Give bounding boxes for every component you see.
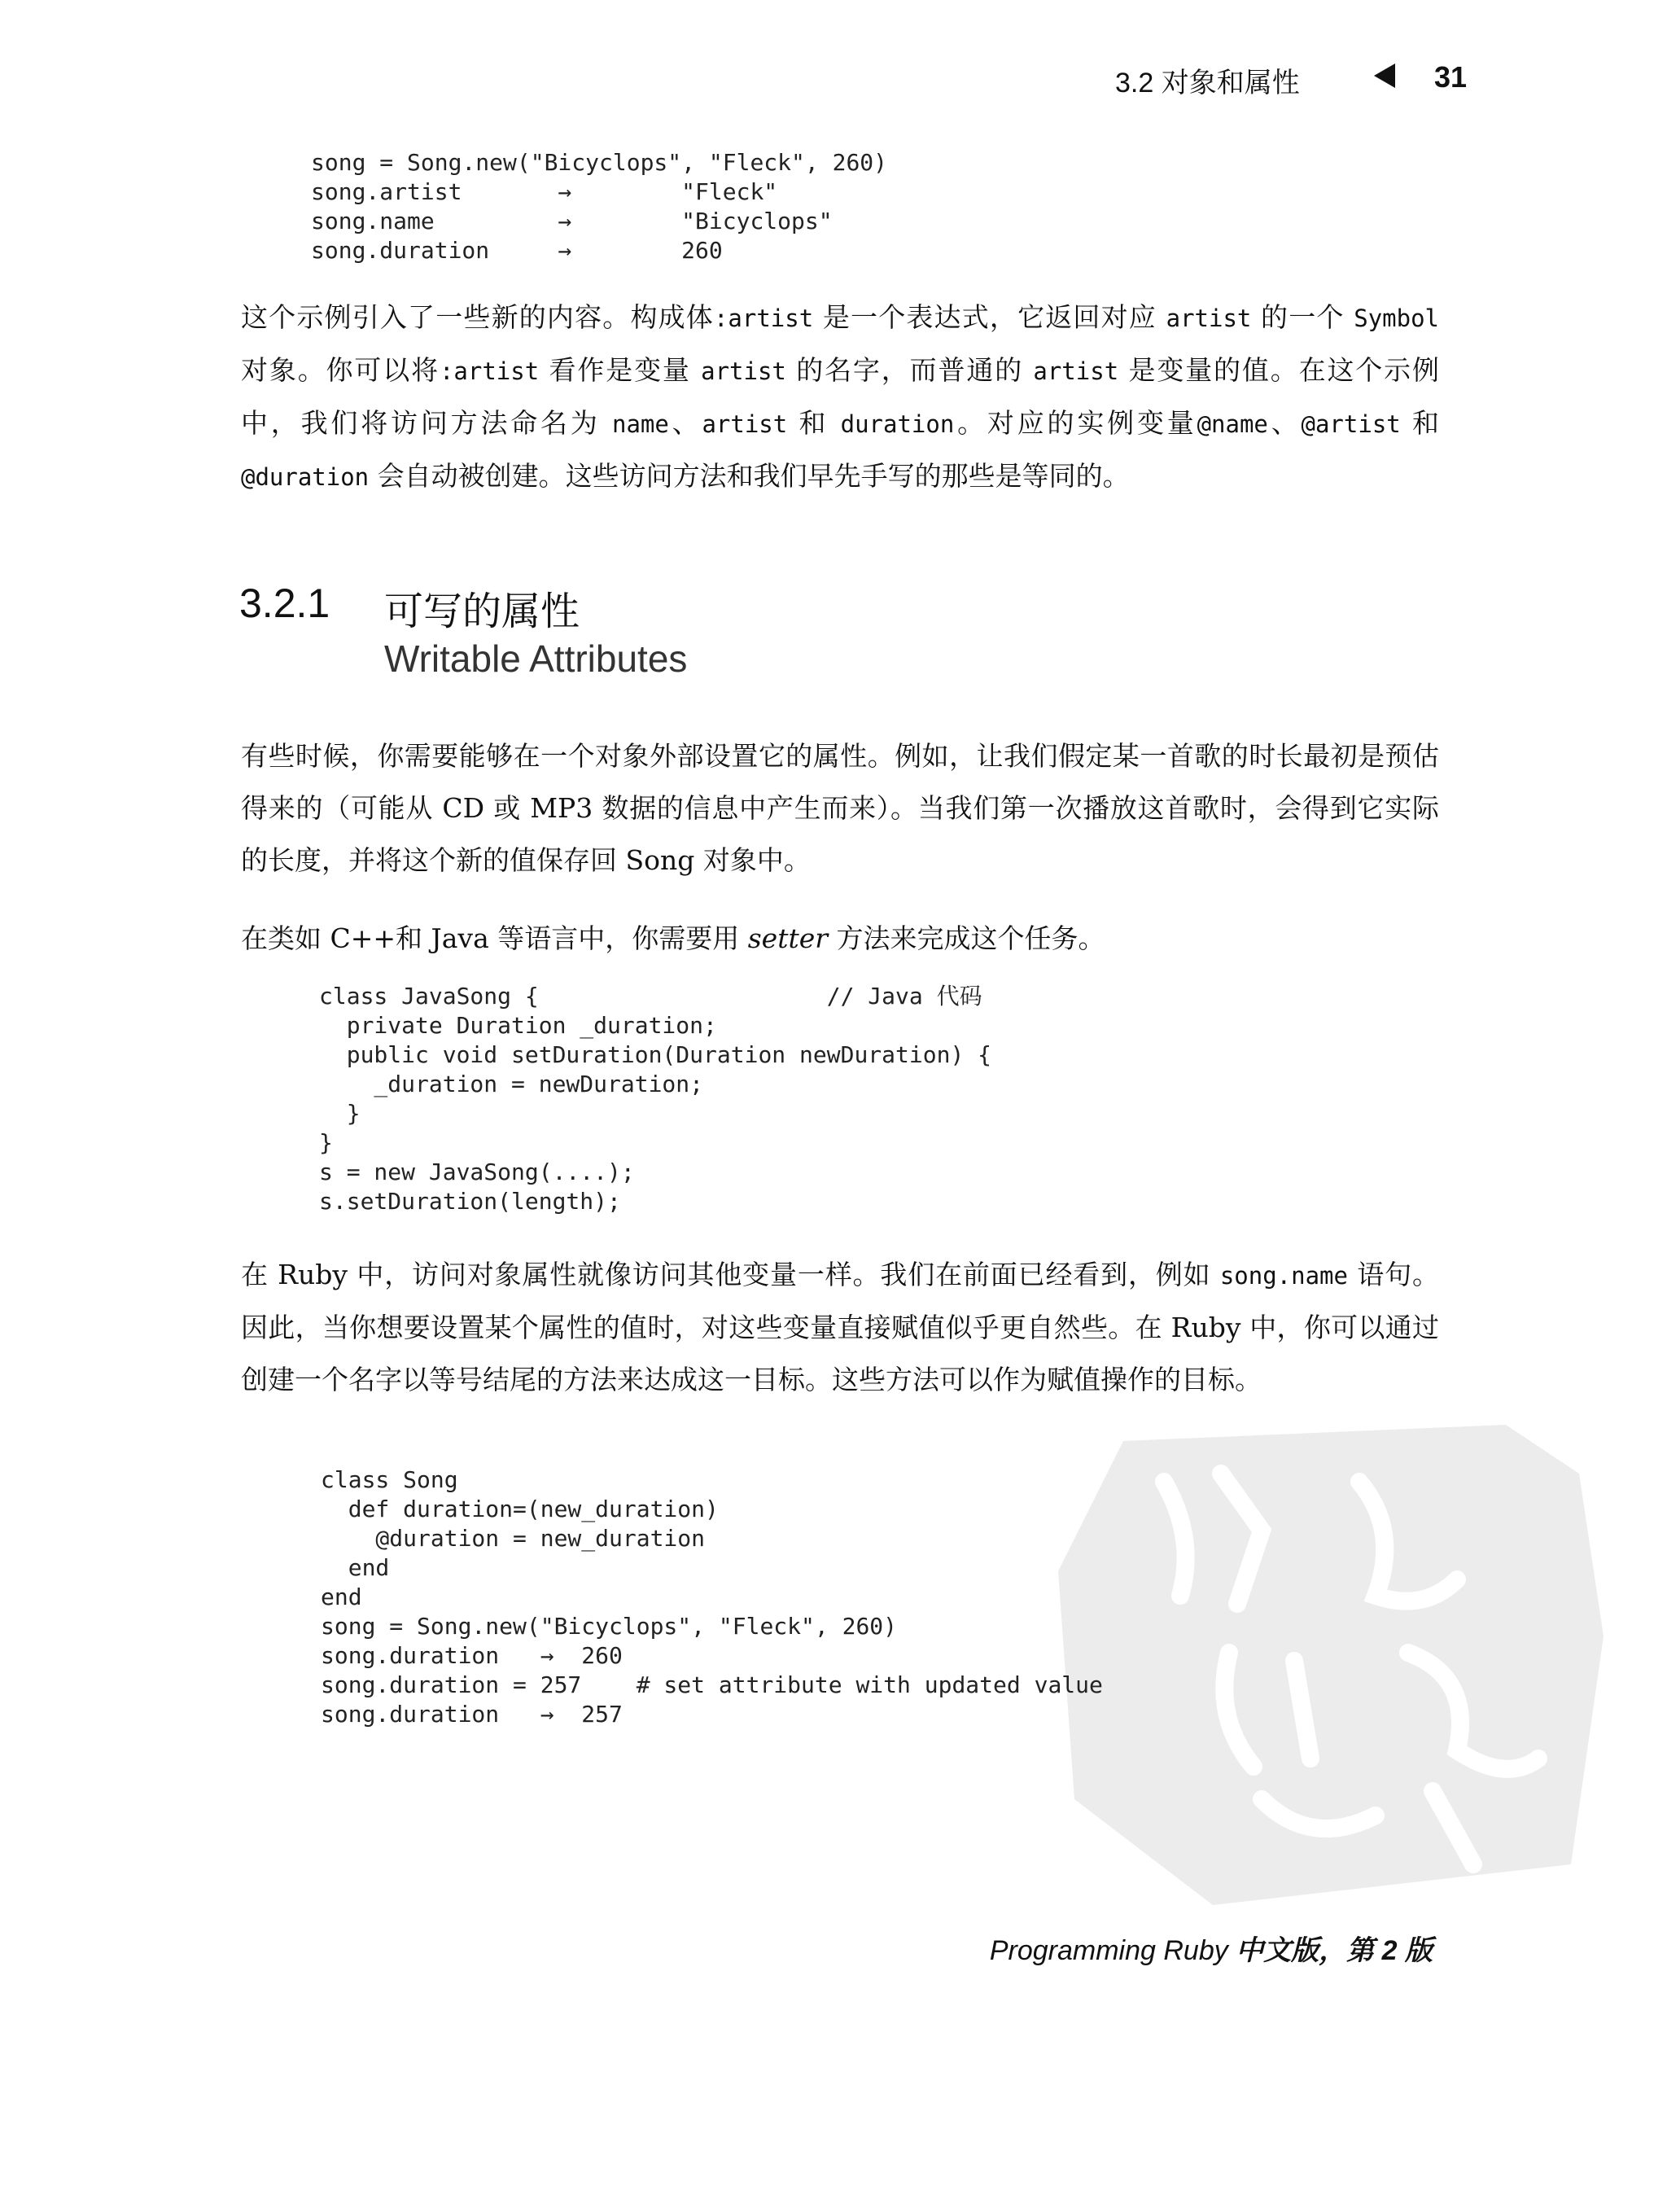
- section-title-en: Writable Attributes: [384, 637, 688, 680]
- paragraph-setter: 在类如 C++和 Java 等语言中，你需要用 setter 方法来完成这个任务。: [241, 922, 1105, 954]
- section-title-zh: 可写的属性: [384, 589, 580, 634]
- section-heading: [239, 580, 1053, 694]
- footer-book-title: Programming Ruby: [989, 1935, 1236, 1966]
- watermark-seal: [1050, 1408, 1604, 1913]
- page-number: 31: [1434, 60, 1468, 94]
- page-footer: [895, 1928, 1433, 1968]
- section-title: 3.2 对象和属性: [1115, 68, 1300, 99]
- section-number: 3.2.1: [239, 580, 330, 626]
- paragraph-ruby-assignment: 在 Ruby 中，访问对象属性就像访问其他变量一样。我们在前面已经看到，例如 song.name 语句。因此，当你想要设置某个属性的值时，对这些变量直接赋值似乎更自然些。在 Ruby 中，你可以通过创建一个名字以等号结尾的方法来达成这一目标。这些方法可以作为赋值操作的目标。: [241, 1259, 1439, 1395]
- triangle-left-icon: [1374, 64, 1395, 88]
- footer-edition: 中文版，第 2 版: [1236, 1935, 1433, 1966]
- paragraph-writable-intro: 有些时候，你需要能够在一个对象外部设置它的属性。例如，让我们假定某一首歌的时长最初是预估得来的（可能从 CD 或 MP3 数据的信息中产生而来）。当我们第一次播放这首歌时，会得到它实际的长度，并将这个新的值保存回 Song 对象中。: [241, 740, 1439, 876]
- running-head: [1115, 59, 1490, 99]
- code-block-song-accessors: song = Song.new("Bicyclops", "Fleck", 260) song.artist → "Fleck" song.name → "Bicyclops" song.duration → 260: [311, 149, 888, 264]
- code-block-ruby-setter: class Song def duration=(new_duration) @duration = new_duration end end song = Song.new("Bicyclops", "Fleck", 260) song.duration → 260 song.duration = 257 # set attribute with updated value song.duration → 257: [321, 1466, 1103, 1728]
- paragraph-symbol-explanation: 这个示例引入了一些新的内容。构成体:artist 是一个表达式，它返回对应 artist 的一个 Symbol 对象。你可以将:artist 看作是变量 artist 的名字，而普通的 artist 是变量的值。在这个示例中，我们将访问方法命名为 name、artist 和 duration。对应的实例变量@name、@artist 和@duration 会自动被创建。这些访问方法和我们早先手写的那些是等同的。: [241, 301, 1440, 492]
- code-block-java: class JavaSong { // Java 代码 private Duration _duration; public void setDuration(Duration newDuration) { _duration = newDuration; } } s = new JavaSong(....); s.setDuration(length);: [319, 983, 992, 1215]
